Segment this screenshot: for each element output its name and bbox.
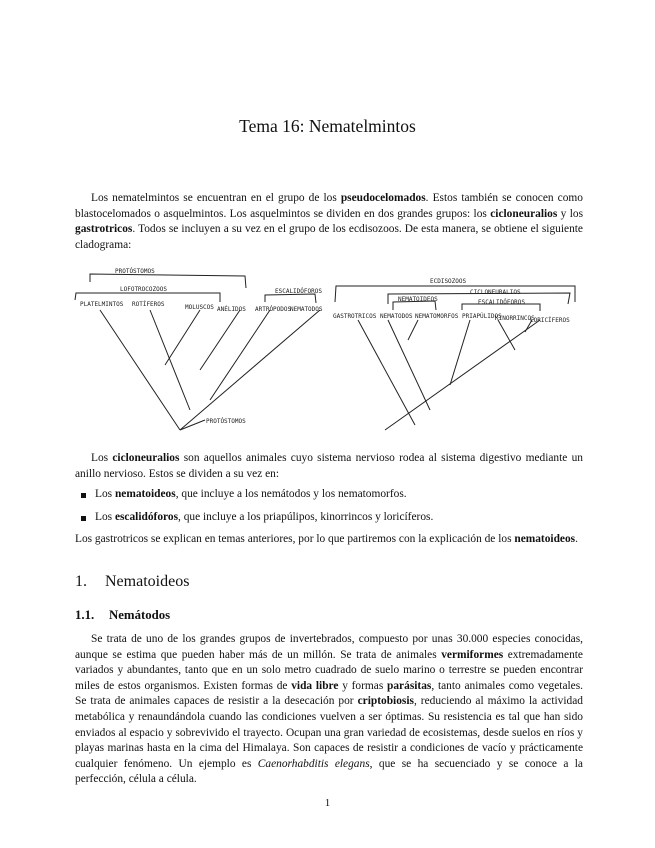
left-subgroup2-bracket xyxy=(265,294,316,303)
right-taxon-5: KINORRINCOS xyxy=(495,315,535,322)
right-subgroup-label: CICLONEURALIOS xyxy=(470,289,521,296)
right-taxon-1: GASTROTRICOS xyxy=(333,313,377,320)
right-taxon-4: PRIAPÚLIDOS xyxy=(462,313,502,320)
gastrotricos-paragraph: Los gastrotricos se explican en temas anteriores, por lo que partiremos con la explicación de los nematoideos. xyxy=(75,533,578,545)
list-item: Los nematoideos, que incluye a los nemátodos y los nematomorfos. xyxy=(75,488,583,511)
left-group-bracket xyxy=(90,274,246,288)
page-title: Tema 16: Nematelmintos xyxy=(239,116,416,136)
left-taxon-3: MOLUSCOS xyxy=(185,304,214,311)
section-heading: 1. Nematoideos xyxy=(75,573,190,590)
bullet-icon xyxy=(81,493,86,498)
right-taxon-3: NEMATOMORFOS xyxy=(415,313,459,320)
right-subgroup2-label: NEMATOIDEOS xyxy=(398,296,438,303)
left-root-label: PROTÓSTOMOS xyxy=(206,418,246,425)
right-branch-5 xyxy=(498,320,515,350)
left-taxon-5: ARTRÓPODOS xyxy=(255,306,292,313)
cladogram-figure xyxy=(70,260,590,440)
left-subgroup-label: LOFOTROCOZOOS xyxy=(120,286,167,293)
left-group-label: PROTÓSTOMOS xyxy=(115,268,155,275)
page-number: 1 xyxy=(324,797,331,809)
list-item: Los escalidóforos, que incluye a los priapúlipos, kinorrincos y loricíferos. xyxy=(75,511,583,534)
left-taxon-4: ANÉLIDOS xyxy=(217,306,246,313)
right-branch-1 xyxy=(358,320,415,425)
right-group-label: ECDISOZOOS xyxy=(430,278,467,285)
intro-paragraph: Los nematelmintos se encuentran en el grupo de los pseudocelomados. Estos también se conocen como blastocelomados o asquelmintos. Los asquelmintos se dividen en dos grandes grupos: los cicloneuralios y los gastrotricos. Todos se incluyen a su vez en el grupo de los ecdisozoos. De esta manera, se obtiene el siguiente cladograma: xyxy=(75,192,584,251)
right-taxon-2: NEMATODOS xyxy=(380,313,413,320)
cicloneuralios-paragraph: Los cicloneuralios son aquellos animales cuyo sistema nervioso rodea al sistema digestivo mediante un anillo nervioso. Estos se dividen a su vez en: xyxy=(75,452,584,480)
right-subgroup3-label: ESCALIDÓFOROS xyxy=(478,299,525,306)
left-taxon-2: ROTÍFEROS xyxy=(132,301,165,308)
left-branch-4 xyxy=(200,310,240,370)
subsection-heading: 1.1. Nemátodos xyxy=(75,608,171,622)
left-branch-2 xyxy=(150,310,190,410)
left-root-line xyxy=(180,420,205,430)
nematodos-paragraph: Se trata de uno de los grandes grupos de invertebrados, compuesto por unas 30.000 especies conocidas, aunque se estima que pueden haber más de un millón. Se trata de animales vermiformes extremadamente variados y abundantes, tanto que en un solo metro cuadrado de suelo marino o terrestre se pueden encontrar miles de estos organismos. Existen formas de vida libre y formas parásitas, tanto animales como vegetales. Se trata de animales capaces de resistir a la desecación por criptobiosis, reduciendo al máximo la actividad metabólica y renaundándola cuando las condiciones vuelven a ser óptimas. Su resistencia es tal que han sido enviados al espacio y sobrevivido el trayecto. Ocupan una gran variedad de ecosistemas, desde suelos en ríos y playas marinas hasta en la cima del Himalaya. Son capaces de resistir a condiciones de vacío y prácticamente cualquier fenómeno. Un ejemplo es Caenorhabditis elegans, que se ha secuenciado y se conoce a la perfección, célula a célula. xyxy=(75,633,584,786)
right-branch-4 xyxy=(450,320,470,385)
subgroups-list xyxy=(75,488,583,534)
left-taxon-1: PLATELMINTOS xyxy=(80,301,124,308)
bullet-icon xyxy=(81,516,86,521)
right-branch-3 xyxy=(408,320,418,340)
left-branch-3 xyxy=(165,310,200,365)
left-branch-1 xyxy=(100,310,180,430)
left-branch-6 xyxy=(180,310,320,430)
left-branch-5 xyxy=(210,310,270,400)
left-subgroup2-label: ESCALIDÓFOROS xyxy=(275,288,322,295)
right-branch-2 xyxy=(388,320,430,410)
right-root-line xyxy=(385,320,540,430)
left-taxon-6: NEMATODOS xyxy=(290,306,323,313)
right-taxon-6: LORICÍFEROS xyxy=(530,317,570,324)
